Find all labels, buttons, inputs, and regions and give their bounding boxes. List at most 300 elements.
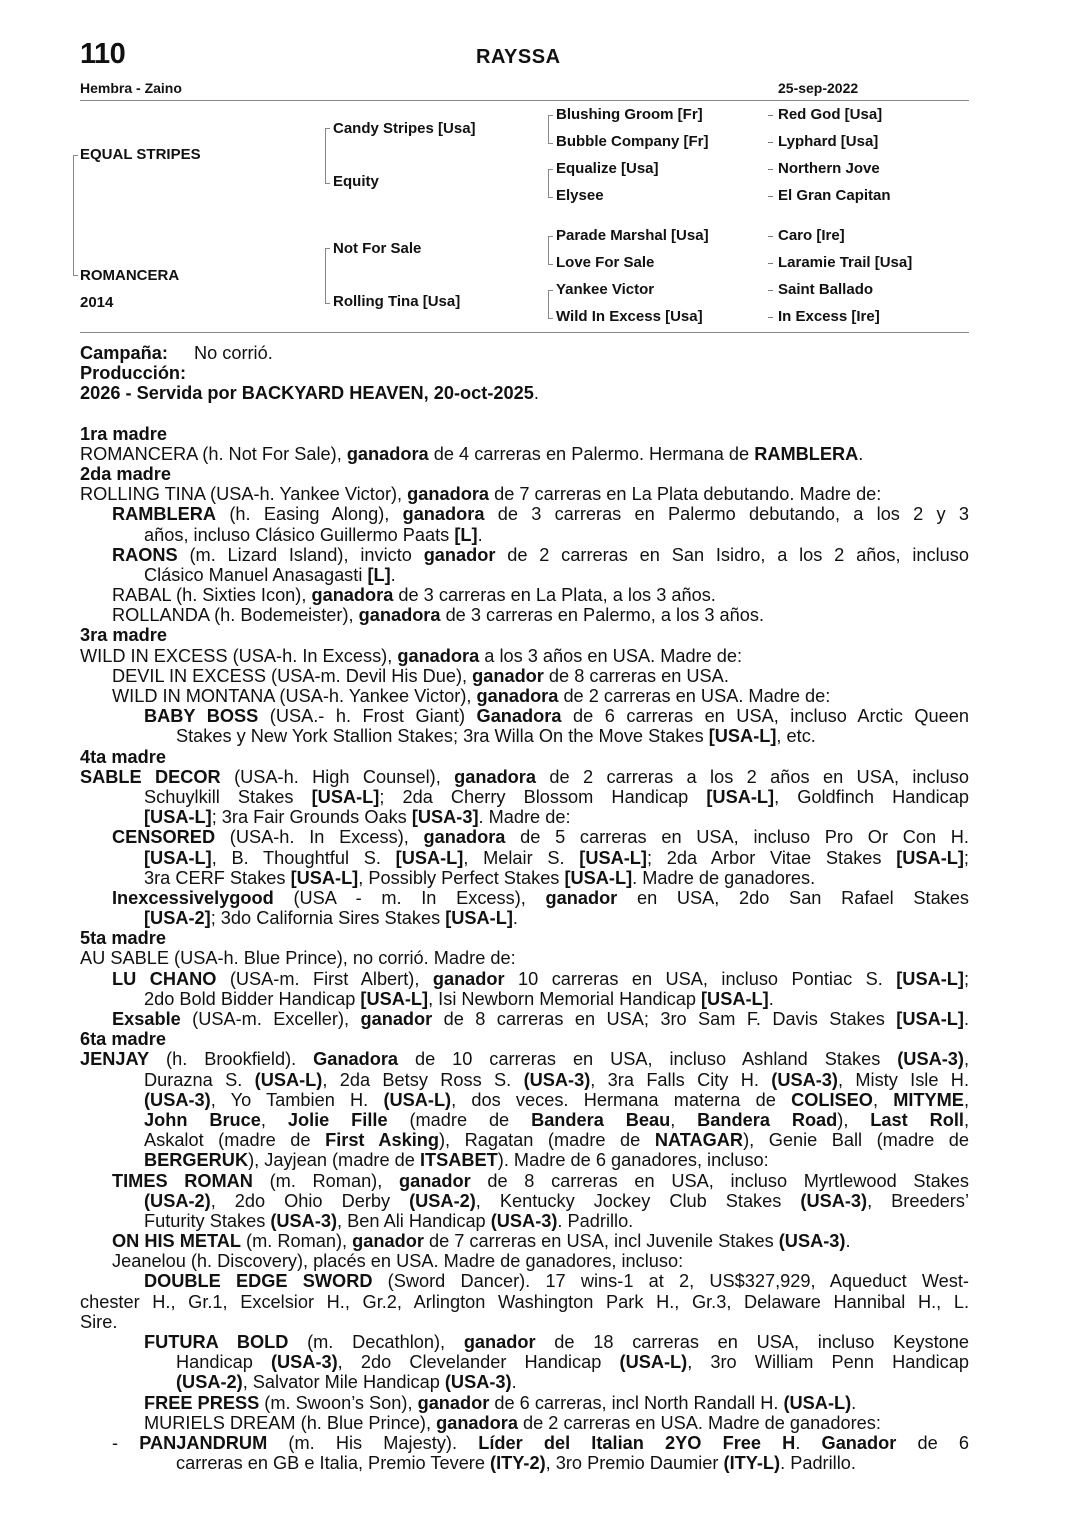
text-run: WILD IN EXCESS (USA-h. In Excess), xyxy=(80,645,398,666)
catalog-body xyxy=(80,343,969,1473)
gen4-dash xyxy=(768,196,773,197)
text-line xyxy=(80,888,969,908)
text-line xyxy=(80,1191,969,1211)
gen3-4: Parade Marshal [Usa] xyxy=(556,227,709,244)
text-run: de 3 carreras en Palermo debutando, a los 2 y 3 xyxy=(484,504,969,525)
text-run: (ITY-2) xyxy=(490,1453,546,1474)
text-run: . xyxy=(511,1372,517,1393)
text-run: (USA-3) xyxy=(144,1089,211,1110)
text-run: [USA-L] xyxy=(144,847,212,868)
text-run: (USA-m. Exceller), xyxy=(180,1009,361,1029)
text-run: CENSORED xyxy=(112,827,216,848)
text-line xyxy=(80,525,969,545)
gen4-dash xyxy=(768,236,773,237)
text-run: años, incluso Clásico Guillermo Paats xyxy=(144,524,455,545)
production-end: . xyxy=(533,383,539,404)
text-line xyxy=(80,1150,969,1170)
text-run: Stakes y New York Stallion Stakes; 3ra Willa On the Move Stakes xyxy=(176,726,709,747)
text-run: , 3ro Premio Daumier xyxy=(545,1453,724,1474)
text-run: (USA-L) xyxy=(619,1352,688,1373)
text-run: [USA-L] xyxy=(896,968,964,989)
text-run: (h. Brookfield). xyxy=(149,1049,314,1070)
text-run: carreras en GB e Italia, Premio Tevere xyxy=(176,1453,491,1474)
text-run: (USA-3) xyxy=(270,1352,338,1373)
text-run: , Melair S. xyxy=(463,847,580,868)
production-year: 2026 xyxy=(80,383,121,404)
text-line xyxy=(80,1312,969,1332)
text-run: , 3ra Falls City H. xyxy=(590,1069,772,1090)
text-run: de 5 carreras en USA, incluso Pro Or Con H. xyxy=(505,827,969,848)
text-run: Ganadora xyxy=(476,706,562,727)
text-run: ; xyxy=(963,847,969,868)
text-line xyxy=(80,948,969,968)
gen4-0: Red God [Usa] xyxy=(778,106,883,123)
text-run: (USA-3) xyxy=(523,1069,591,1090)
gen3-bracket-3 xyxy=(548,290,553,319)
text-run: , Possibly Perfect Stakes xyxy=(358,867,565,888)
text-run: [USA-L] xyxy=(445,908,513,929)
text-run: ; 2da Cherry Blossom Handicap xyxy=(379,786,707,807)
text-run: de 4 carreras en Palermo. Hermana de xyxy=(428,443,755,464)
text-run: Schuylkill Stakes xyxy=(144,786,312,807)
text-run: de 2 carreras a los 2 años en USA, incluso xyxy=(536,766,969,787)
text-run: . xyxy=(477,524,483,545)
text-run: , xyxy=(963,1109,969,1130)
text-run: [USA-3] xyxy=(411,807,479,828)
text-line xyxy=(80,1070,969,1090)
text-run: - xyxy=(112,1432,140,1453)
text-line xyxy=(80,1211,969,1231)
text-run: MURIELS DREAM (h. Blue Prince), xyxy=(144,1412,437,1433)
text-line xyxy=(80,868,969,888)
text-run: Clásico Manuel Anasagasti xyxy=(144,564,368,585)
text-line xyxy=(80,807,969,827)
text-run: BERGERUK xyxy=(144,1150,249,1171)
text-run: (USA-L) xyxy=(254,1069,323,1090)
text-run: (madre de xyxy=(387,1109,532,1130)
text-run: RAONS xyxy=(112,544,178,565)
header-rule xyxy=(80,100,969,101)
text-line xyxy=(80,767,969,787)
text-run: , xyxy=(963,1049,969,1070)
text-run: ; 2da Arbor Vitae Stakes xyxy=(646,847,897,868)
text-line xyxy=(80,1292,969,1312)
text-run: [L] xyxy=(454,524,478,545)
text-run: ON HIS METAL xyxy=(112,1231,241,1252)
text-run: SABLE DECOR xyxy=(80,766,221,787)
text-run: , Kentucky Jockey Club Stakes xyxy=(475,1190,801,1211)
text-run: . xyxy=(858,443,864,464)
text-run: Last Roll xyxy=(870,1109,964,1130)
text-run: RAMBLERA xyxy=(754,443,859,464)
text-line xyxy=(80,444,969,464)
text-run: ganador xyxy=(423,544,496,565)
gen4-dash xyxy=(768,169,773,170)
text-run: ganadora xyxy=(476,686,559,706)
text-run: BABY BOSS xyxy=(144,706,259,727)
text-run: , xyxy=(670,1109,698,1130)
text-run: DOUBLE EDGE SWORD xyxy=(144,1271,373,1292)
text-line xyxy=(80,646,969,666)
text-run: ganadora xyxy=(346,443,429,464)
text-run: (USA-3) xyxy=(771,1069,838,1090)
gen4-dash xyxy=(768,317,773,318)
text-run: ganadora xyxy=(407,484,490,505)
text-run: . xyxy=(851,1392,857,1413)
gen3-0: Blushing Groom [Fr] xyxy=(556,106,703,123)
text-line xyxy=(80,545,969,565)
text-line xyxy=(80,1009,969,1029)
text-run: . Madre de ganadores. xyxy=(632,867,816,888)
text-run: John Bruce xyxy=(144,1109,261,1130)
text-run: Durazna S. xyxy=(144,1069,255,1090)
text-run: , Isi Newborn Memorial Handicap xyxy=(428,988,701,1009)
text-run: JENJAY xyxy=(80,1049,150,1070)
text-run: 10 carreras en USA, incluso Pontiac S. xyxy=(504,968,897,989)
text-run: . Madre de: xyxy=(478,807,571,828)
text-run: , Yo Tambien H. xyxy=(210,1089,384,1110)
text-line xyxy=(80,666,969,686)
text-run: LU CHANO xyxy=(112,968,217,989)
text-run: , Breeders’ xyxy=(867,1190,969,1211)
text-run: , Misty Isle H. xyxy=(837,1069,969,1090)
gen4-1: Lyphard [Usa] xyxy=(778,133,879,150)
text-run: , B. Thoughtful S. xyxy=(211,847,396,868)
text-run: de 6 carreras en USA, incluso Arctic Queen xyxy=(561,706,969,727)
production-line xyxy=(80,383,969,403)
text-run: . xyxy=(512,908,518,929)
gen3-bracket-1 xyxy=(548,169,553,198)
text-run: (USA-L) xyxy=(383,1089,452,1110)
text-run: . xyxy=(795,1432,822,1453)
text-run: [USA-L] xyxy=(579,847,647,868)
text-run: (m. Roman), xyxy=(241,1231,353,1252)
text-run: [USA-L] xyxy=(896,847,964,868)
text-run: (USA-3) xyxy=(490,1210,558,1231)
text-run: COLISEO xyxy=(791,1089,873,1110)
text-run: , 2do Clevelander Handicap xyxy=(337,1352,620,1373)
text-run: ganador xyxy=(360,1009,433,1029)
text-run: ganadora xyxy=(436,1412,518,1433)
text-run: MITYME xyxy=(893,1089,964,1110)
family-lines xyxy=(80,424,969,1474)
text-run: , Salvator Mile Handicap xyxy=(242,1372,445,1393)
text-run: [USA-L] xyxy=(144,807,212,828)
campaign-label: Campaña: xyxy=(80,343,168,363)
text-run: (m. Decathlon), xyxy=(288,1332,464,1352)
section-heading: 2da madre xyxy=(80,463,171,484)
text-run: , etc. xyxy=(776,726,816,747)
text-run: ), Ragatan (madre de xyxy=(438,1130,655,1151)
gen2-0: Candy Stripes [Usa] xyxy=(333,120,476,137)
text-run: ROLLANDA (h. Bodemeister), xyxy=(112,605,359,626)
text-line xyxy=(80,1231,969,1251)
gen2-3: Rolling Tina [Usa] xyxy=(333,293,461,310)
gen2-bracket-sire xyxy=(325,128,330,184)
text-run: [USA-2] xyxy=(144,908,211,929)
section-heading: 4ta madre xyxy=(80,746,166,767)
text-run: , 3ro William Penn Handicap xyxy=(687,1352,969,1373)
text-line xyxy=(80,565,969,585)
gen3-2: Equalize [Usa] xyxy=(556,160,659,177)
text-line xyxy=(80,1251,969,1271)
text-line xyxy=(80,585,969,605)
text-run: (m. Swoon’s Son), xyxy=(259,1392,418,1413)
text-run: ganador xyxy=(463,1332,536,1352)
text-run: en USA, 2do San Rafael Stakes xyxy=(617,887,969,908)
text-run: Askalot (madre de xyxy=(144,1130,326,1151)
text-run: Líder del Italian 2YO Free H xyxy=(478,1432,796,1453)
text-line xyxy=(80,1453,969,1473)
text-run: de 2 carreras en San Isidro, a los 2 años, incluso xyxy=(495,544,969,565)
text-line xyxy=(80,424,969,444)
text-line xyxy=(80,605,969,625)
text-run: , 2da Betsy Ross S. xyxy=(322,1069,524,1090)
text-run: ganador xyxy=(432,968,505,989)
sire-name: EQUAL STRIPES xyxy=(80,146,201,163)
text-run: (m. Lizard Island), invicto xyxy=(177,544,424,565)
text-run: DEVIL IN EXCESS (USA-m. Devil His Due), xyxy=(112,665,473,686)
text-line xyxy=(80,848,969,868)
sex-color: Hembra - Zaino xyxy=(80,80,182,96)
text-line xyxy=(80,686,969,706)
text-run: ganadora xyxy=(358,605,441,626)
text-run: RABAL (h. Sixties Icon), xyxy=(112,585,312,606)
gen4-dash xyxy=(768,263,773,264)
text-run: Sire. xyxy=(80,1311,118,1332)
text-run: FREE PRESS xyxy=(144,1392,260,1413)
text-run: ; xyxy=(963,968,969,989)
text-run: (Sword Dancer). 17 wins-1 at 2, US$327,929, Aqueduct West- xyxy=(372,1271,969,1292)
gen4-dash xyxy=(768,142,773,143)
text-run: NATAGAR xyxy=(654,1130,744,1151)
text-run: ). Madre de 6 ganadores, incluso: xyxy=(497,1150,769,1171)
text-line xyxy=(80,747,969,767)
gen3-5: Love For Sale xyxy=(556,254,655,271)
text-run: , xyxy=(872,1089,894,1110)
text-run: de 7 carreras en USA, incl Juvenile Stakes xyxy=(423,1231,779,1252)
text-run: Ganador xyxy=(821,1432,897,1453)
text-run: [L] xyxy=(367,564,391,585)
text-run: de 3 carreras en La Plata, a los 3 años. xyxy=(393,585,716,606)
text-run: Bandera Beau xyxy=(531,1109,671,1130)
text-run: (USA-3) xyxy=(778,1231,846,1252)
text-run: [USA-L] xyxy=(896,1009,964,1029)
text-run: (USA-3) xyxy=(444,1372,512,1393)
gen4-6: Saint Ballado xyxy=(778,281,874,298)
text-run: Futurity Stakes xyxy=(144,1210,271,1231)
text-run: ganadora xyxy=(454,766,536,787)
text-run: ganadora xyxy=(423,827,506,848)
gen4-2: Northern Jove xyxy=(778,160,880,177)
text-run: , xyxy=(260,1109,288,1130)
text-run: de 3 carreras en Palermo, a los 3 años. xyxy=(440,605,765,626)
dam-year: 2014 xyxy=(80,294,114,311)
gen4-4: Caro [Ire] xyxy=(778,227,845,244)
text-run: de 8 carreras en USA; 3ro Sam F. Davis Stakes xyxy=(432,1009,897,1029)
text-run: de 6 xyxy=(896,1432,970,1453)
text-run: ganador xyxy=(398,1170,471,1191)
text-line xyxy=(80,1130,969,1150)
text-run: ), Genie Ball (madre de xyxy=(743,1130,969,1151)
text-line xyxy=(80,969,969,989)
text-run: Handicap xyxy=(176,1352,271,1373)
text-run: de 18 carreras en USA, incluso Keystone xyxy=(535,1332,969,1352)
text-run: 3ra CERF Stakes xyxy=(144,867,291,888)
text-line xyxy=(80,1413,969,1433)
text-line xyxy=(80,1372,969,1392)
text-line xyxy=(80,726,969,746)
production-label: Producción: xyxy=(80,363,187,384)
text-run: de 7 carreras en La Plata debutando. Madre de: xyxy=(489,484,882,505)
text-run: . xyxy=(390,564,396,585)
gen4-5: Laramie Trail [Usa] xyxy=(778,254,913,271)
text-line xyxy=(80,464,969,484)
text-run: (USA-L) xyxy=(783,1392,852,1413)
gen3-6: Yankee Victor xyxy=(556,281,655,298)
text-run: . Padrillo. xyxy=(780,1453,856,1474)
text-line xyxy=(80,1049,969,1069)
campaign-line xyxy=(80,343,969,363)
gen4-7: In Excess [Ire] xyxy=(778,308,880,325)
text-line xyxy=(80,625,969,645)
gen3-1: Bubble Company [Fr] xyxy=(556,133,709,150)
text-run: [USA-L] xyxy=(311,786,380,807)
gen3-bracket-2 xyxy=(548,236,553,265)
text-run: ITSABET xyxy=(419,1150,498,1171)
gen2-bracket-dam xyxy=(325,248,330,304)
text-run: (USA-3) xyxy=(270,1210,338,1231)
text-run: , Ben Ali Handicap xyxy=(337,1210,491,1231)
text-run: [USA-L] xyxy=(290,867,359,888)
section-heading: 1ra madre xyxy=(80,423,167,444)
gen3-7: Wild In Excess [Usa] xyxy=(556,308,703,325)
text-run: [USA-L] xyxy=(706,786,775,807)
text-line xyxy=(80,1393,969,1413)
text-run: , Goldfinch Handicap xyxy=(774,786,969,807)
gen4-3: El Gran Capitan xyxy=(778,187,891,204)
text-line xyxy=(80,827,969,847)
text-run: (ITY-L) xyxy=(723,1453,781,1474)
text-run: ), Jayjean (madre de xyxy=(248,1150,420,1171)
gen2-2: Not For Sale xyxy=(333,240,422,257)
text-line xyxy=(80,504,969,524)
production-text: - Servida por BACKYARD HEAVEN, 20-oct-2025 xyxy=(120,383,534,404)
text-run: (USA-2) xyxy=(176,1372,243,1393)
text-run: (USA-2) xyxy=(409,1190,476,1211)
text-run: Exsable xyxy=(112,1009,181,1029)
text-run: ganador xyxy=(352,1231,424,1252)
text-run: (USA.- h. Frost Giant) xyxy=(258,706,477,727)
text-run: ganadora xyxy=(311,585,394,606)
text-run: ganadora xyxy=(397,645,480,666)
text-line xyxy=(80,1433,969,1453)
text-run: Jolie Fille xyxy=(287,1109,388,1130)
text-run: [USA-L] xyxy=(708,726,777,747)
text-run: ganador xyxy=(472,665,544,686)
text-run: (m. His Majesty). xyxy=(267,1432,479,1453)
text-run: AU SABLE (USA-h. Blue Prince), no corrió. Madre de: xyxy=(80,948,516,969)
text-run: (m. Roman), xyxy=(252,1170,399,1191)
gen3-bracket-0 xyxy=(548,115,553,144)
gen3-3: Elysee xyxy=(556,187,604,204)
text-run: . xyxy=(768,988,774,1009)
text-run: ; 3ra Fair Grounds Oaks xyxy=(211,807,412,828)
text-run: ; 3do California Sires Stakes xyxy=(210,908,446,929)
gen2-1: Equity xyxy=(333,173,379,190)
text-run: First Asking xyxy=(325,1130,439,1151)
text-run: PANJANDRUM xyxy=(139,1432,268,1453)
text-run: [USA-L] xyxy=(564,867,633,888)
gen4-dash xyxy=(768,290,773,291)
text-run: Jeanelou (h. Discovery), placés en USA. Madre de ganadores, incluso: xyxy=(112,1251,684,1272)
lot-number: 110 xyxy=(80,38,126,70)
text-run: de 2 carreras en USA. Madre de ganadores: xyxy=(517,1412,881,1433)
section-heading: 3ra madre xyxy=(80,625,167,646)
text-run: , dos veces. Hermana materna de xyxy=(451,1089,792,1110)
text-run: [USA-L] xyxy=(360,988,429,1009)
text-run: . xyxy=(845,1231,851,1252)
text-run: FUTURA BOLD xyxy=(144,1332,289,1352)
text-line xyxy=(80,1110,969,1130)
text-run: Ganadora xyxy=(313,1049,399,1070)
text-line xyxy=(80,908,969,928)
text-run: ganadora xyxy=(402,504,485,525)
text-run: . xyxy=(963,1009,970,1029)
text-run: (USA-3) xyxy=(897,1049,964,1070)
text-run: ), xyxy=(837,1109,871,1130)
text-run: RAMBLERA xyxy=(112,504,217,525)
text-run: de 6 carreras, incl North Randall H. xyxy=(489,1392,784,1413)
text-run: (USA-h. In Excess), xyxy=(215,827,424,848)
text-run: chester H., Gr.1, Excelsior H., Gr.2, Arlington Washington Park H., Gr.3, Delaware Hannibal H., L. xyxy=(80,1291,969,1312)
text-run: (USA-m. First Albert), xyxy=(216,968,433,989)
text-line xyxy=(80,1090,969,1110)
text-run: de 10 carreras en USA, incluso Ashland Stakes xyxy=(398,1049,898,1070)
text-run: ganador xyxy=(417,1392,490,1413)
text-line xyxy=(80,787,969,807)
dam-name: ROMANCERA xyxy=(80,267,180,284)
text-line xyxy=(80,706,969,726)
text-run: [USA-L] xyxy=(395,847,464,868)
text-line xyxy=(80,1171,969,1191)
text-run: (h. Easing Along), xyxy=(216,504,403,525)
gen4-dash xyxy=(768,115,773,116)
text-line xyxy=(80,989,969,1009)
text-line xyxy=(80,484,969,504)
text-run: , xyxy=(963,1089,969,1110)
text-line xyxy=(80,1271,969,1291)
text-run: ROMANCERA (h. Not For Sale), xyxy=(80,443,347,464)
text-run: de 2 carreras en USA. Madre de: xyxy=(558,686,831,706)
text-line xyxy=(80,1029,969,1049)
text-line xyxy=(80,1352,969,1372)
text-run: . Padrillo. xyxy=(557,1210,634,1231)
text-run: (USA-2) xyxy=(144,1190,211,1211)
text-run: (USA - m. In Excess), xyxy=(273,887,546,908)
dam-bracket xyxy=(73,240,78,276)
section-heading: 6ta madre xyxy=(80,1029,166,1050)
text-run: [USA-L] xyxy=(701,988,769,1009)
text-run: TIMES ROMAN xyxy=(112,1170,253,1191)
section-heading: 5ta madre xyxy=(80,928,166,949)
text-run: (USA-h. High Counsel), xyxy=(220,766,455,787)
text-line xyxy=(80,1332,969,1352)
text-run: de 8 carreras en USA. xyxy=(543,665,729,686)
text-run: 2do Bold Bidder Handicap xyxy=(144,988,361,1009)
campaign-value: No corrió. xyxy=(193,343,273,363)
horse-name: RAYSSA xyxy=(476,46,561,68)
